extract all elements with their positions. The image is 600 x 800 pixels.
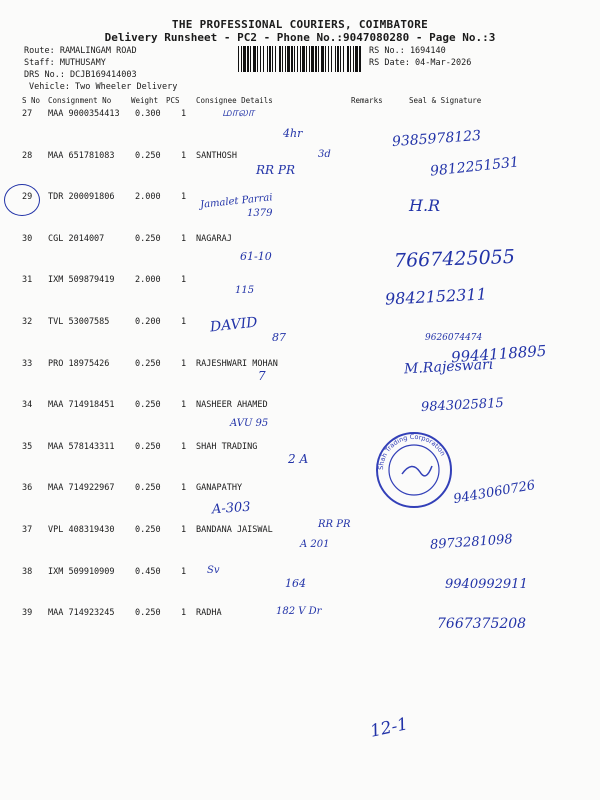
company-title: THE PROFESSIONAL COURIERS, COIMBATORE xyxy=(171,18,429,31)
handwritten-entry: 9842152311 xyxy=(384,284,488,310)
barcode-image xyxy=(236,46,364,72)
row-consignee: RAJESHWARI MOHAN xyxy=(196,358,278,369)
row-consignment-no: IXM 509879419 xyxy=(48,275,115,286)
handwritten-entry: 3d xyxy=(318,148,331,160)
col-seal: Seal & Signature xyxy=(409,96,482,105)
table-row xyxy=(0,442,600,486)
handwritten-entry: 9843025815 xyxy=(420,396,505,416)
handwritten-entry: RR PR xyxy=(256,162,295,177)
handwritten-entry: 4hr xyxy=(283,127,303,140)
row-sno: 35 xyxy=(22,441,33,452)
handwritten-entry: 7667425055 xyxy=(393,245,516,272)
table-row xyxy=(0,234,600,278)
runsheet-subtitle: Delivery Runsheet - PC2 - Phone No.:9047080280 - Page No.:3 xyxy=(104,31,496,44)
table-row xyxy=(0,105,600,153)
row-consignment-no: MAA 714918451 xyxy=(48,400,115,411)
handwritten-entry: 115 xyxy=(235,285,255,297)
handwritten-entry: H.R xyxy=(409,196,441,216)
handwritten-entry: மாலா xyxy=(222,105,255,119)
handwritten-entry: 61-10 xyxy=(240,249,272,263)
staff-label: Staff: MUTHUSAMY xyxy=(24,58,106,68)
table-row xyxy=(0,275,600,319)
handwritten-entry: 2 A xyxy=(288,451,309,466)
handwritten-entry: Sv xyxy=(207,564,220,576)
row-pcs: 1 xyxy=(181,483,187,494)
row-consignment-no: MAA 9000354413 xyxy=(48,109,120,119)
handwritten-entry: 9626074474 xyxy=(425,333,483,343)
row-weight: 0.250 xyxy=(135,483,161,494)
row-sno: 29 xyxy=(22,192,33,203)
handwritten-entry: A 201 xyxy=(300,539,330,550)
circle-mark xyxy=(4,184,40,216)
row-weight: 2.000 xyxy=(135,192,161,203)
handwritten-entry: AVU 95 xyxy=(230,418,269,430)
handwritten-entry: RR PR xyxy=(318,519,351,530)
row-pcs: 1 xyxy=(181,400,187,411)
table-row xyxy=(0,148,600,195)
rs-number: RS No.: 1694140 xyxy=(369,46,446,56)
row-consignment-no: CGL 2014007 xyxy=(48,233,105,244)
row-weight: 0.250 xyxy=(135,358,161,369)
handwritten-entry: 87 xyxy=(272,331,286,344)
table-row xyxy=(0,564,600,611)
handwritten-entry: 9940992911 xyxy=(445,576,528,592)
row-pcs: 1 xyxy=(181,608,187,619)
row-sno: 31 xyxy=(22,275,33,286)
handwritten-entry: 9944118895 xyxy=(450,341,547,366)
handwritten-entry: A-303 xyxy=(211,500,252,518)
row-weight: 0.450 xyxy=(135,566,161,577)
row-pcs: 1 xyxy=(181,566,187,577)
route-label: Route: RAMALINGAM ROAD xyxy=(24,46,137,56)
row-sno: 38 xyxy=(22,566,33,577)
row-consignee: NASHEER AHAMED xyxy=(196,400,268,411)
table-row xyxy=(0,478,600,527)
handwritten-entry: DAVID xyxy=(209,314,259,336)
handwritten-entry: Jamalet Parrai xyxy=(199,192,274,211)
row-consignee: GANAPATHY xyxy=(196,483,243,494)
row-pcs: 1 xyxy=(181,358,187,369)
row-sno: 27 xyxy=(22,109,33,119)
handwritten-entry: M.Rajeswari xyxy=(403,356,494,377)
row-sno: 39 xyxy=(22,608,33,619)
row-weight: 0.250 xyxy=(135,400,161,411)
row-weight: 0.250 xyxy=(135,441,161,452)
table-row xyxy=(0,192,600,236)
row-consignment-no: MAA 578143311 xyxy=(48,441,115,452)
handwritten-entry: 7 xyxy=(258,368,266,383)
row-sno: 28 xyxy=(22,150,33,161)
table-row xyxy=(0,341,600,403)
col-sno: S No xyxy=(22,96,41,105)
row-weight: 0.250 xyxy=(135,608,161,619)
row-consignee: SHAH TRADING xyxy=(196,441,258,452)
row-pcs: 1 xyxy=(181,192,187,203)
handwritten-entry: 9812251531 xyxy=(429,153,520,180)
row-sno: 30 xyxy=(22,233,33,244)
handwritten-entry: 1379 xyxy=(247,208,273,220)
footer-handwritten-note: 12-1 xyxy=(368,714,410,742)
row-sno: 34 xyxy=(22,400,33,411)
row-weight: 0.200 xyxy=(135,317,161,327)
handwritten-entry: 9385978123 xyxy=(391,127,482,151)
table-row xyxy=(0,608,600,652)
row-consignee: SANTHOSH xyxy=(196,150,237,161)
row-weight: 0.250 xyxy=(135,233,161,244)
row-sno: 37 xyxy=(22,525,33,535)
row-weight: 0.250 xyxy=(135,525,161,535)
row-sno: 36 xyxy=(22,483,33,494)
row-weight: 0.250 xyxy=(135,150,161,161)
row-pcs: 1 xyxy=(181,275,187,286)
row-pcs: 1 xyxy=(181,109,187,119)
drs-label: DRS No.: DCJB169414003 xyxy=(24,70,137,80)
col-pcs: PCS xyxy=(166,96,180,105)
row-consignee: BANDANA JAISWAL xyxy=(196,525,273,535)
handwritten-entry: 8973281098 xyxy=(429,532,514,553)
col-consignment: Consignment No xyxy=(48,96,112,105)
row-consignment-no: TVL 53007585 xyxy=(48,317,110,327)
row-consignment-no: IXM 509910909 xyxy=(48,566,115,577)
handwritten-entry: 164 xyxy=(285,576,306,590)
row-pcs: 1 xyxy=(181,233,187,244)
row-consignment-no: MAA 714923245 xyxy=(48,608,115,619)
row-consignment-no: PRO 18975426 xyxy=(48,358,110,369)
row-pcs: 1 xyxy=(181,525,187,535)
company-seal-stamp xyxy=(374,430,454,510)
row-weight: 0.300 xyxy=(135,109,161,119)
rs-date: RS Date: 04-Mar-2026 xyxy=(369,58,472,68)
row-consignment-no: MAA 651781083 xyxy=(48,150,115,161)
row-consignment-no: MAA 714922967 xyxy=(48,483,115,494)
table-row xyxy=(0,519,600,569)
table-row xyxy=(0,396,600,444)
col-weight: Weight xyxy=(131,96,159,105)
handwritten-entry: 9443060726 xyxy=(452,478,537,508)
row-pcs: 1 xyxy=(181,317,187,327)
handwritten-entry: 182 V Dr xyxy=(276,606,322,618)
row-weight: 2.000 xyxy=(135,275,161,286)
row-consignee: NAGARAJ xyxy=(196,233,232,244)
row-sno: 33 xyxy=(22,358,33,369)
row-pcs: 1 xyxy=(181,441,187,452)
col-consignee: Consignee Details xyxy=(196,96,273,105)
svg-text:Shah Trading Corporation: Shah Trading Corporation xyxy=(376,432,448,471)
row-consignment-no: VPL 408319430 xyxy=(48,525,115,535)
row-consignment-no: TDR 200091806 xyxy=(48,192,115,203)
row-sno: 32 xyxy=(22,317,33,327)
col-remarks: Remarks xyxy=(351,96,383,105)
row-pcs: 1 xyxy=(181,150,187,161)
row-consignee: RADHA xyxy=(196,608,222,619)
vehicle-label: Vehicle: Two Wheeler Delivery xyxy=(29,82,178,92)
handwritten-entry: 7667375208 xyxy=(437,616,527,633)
